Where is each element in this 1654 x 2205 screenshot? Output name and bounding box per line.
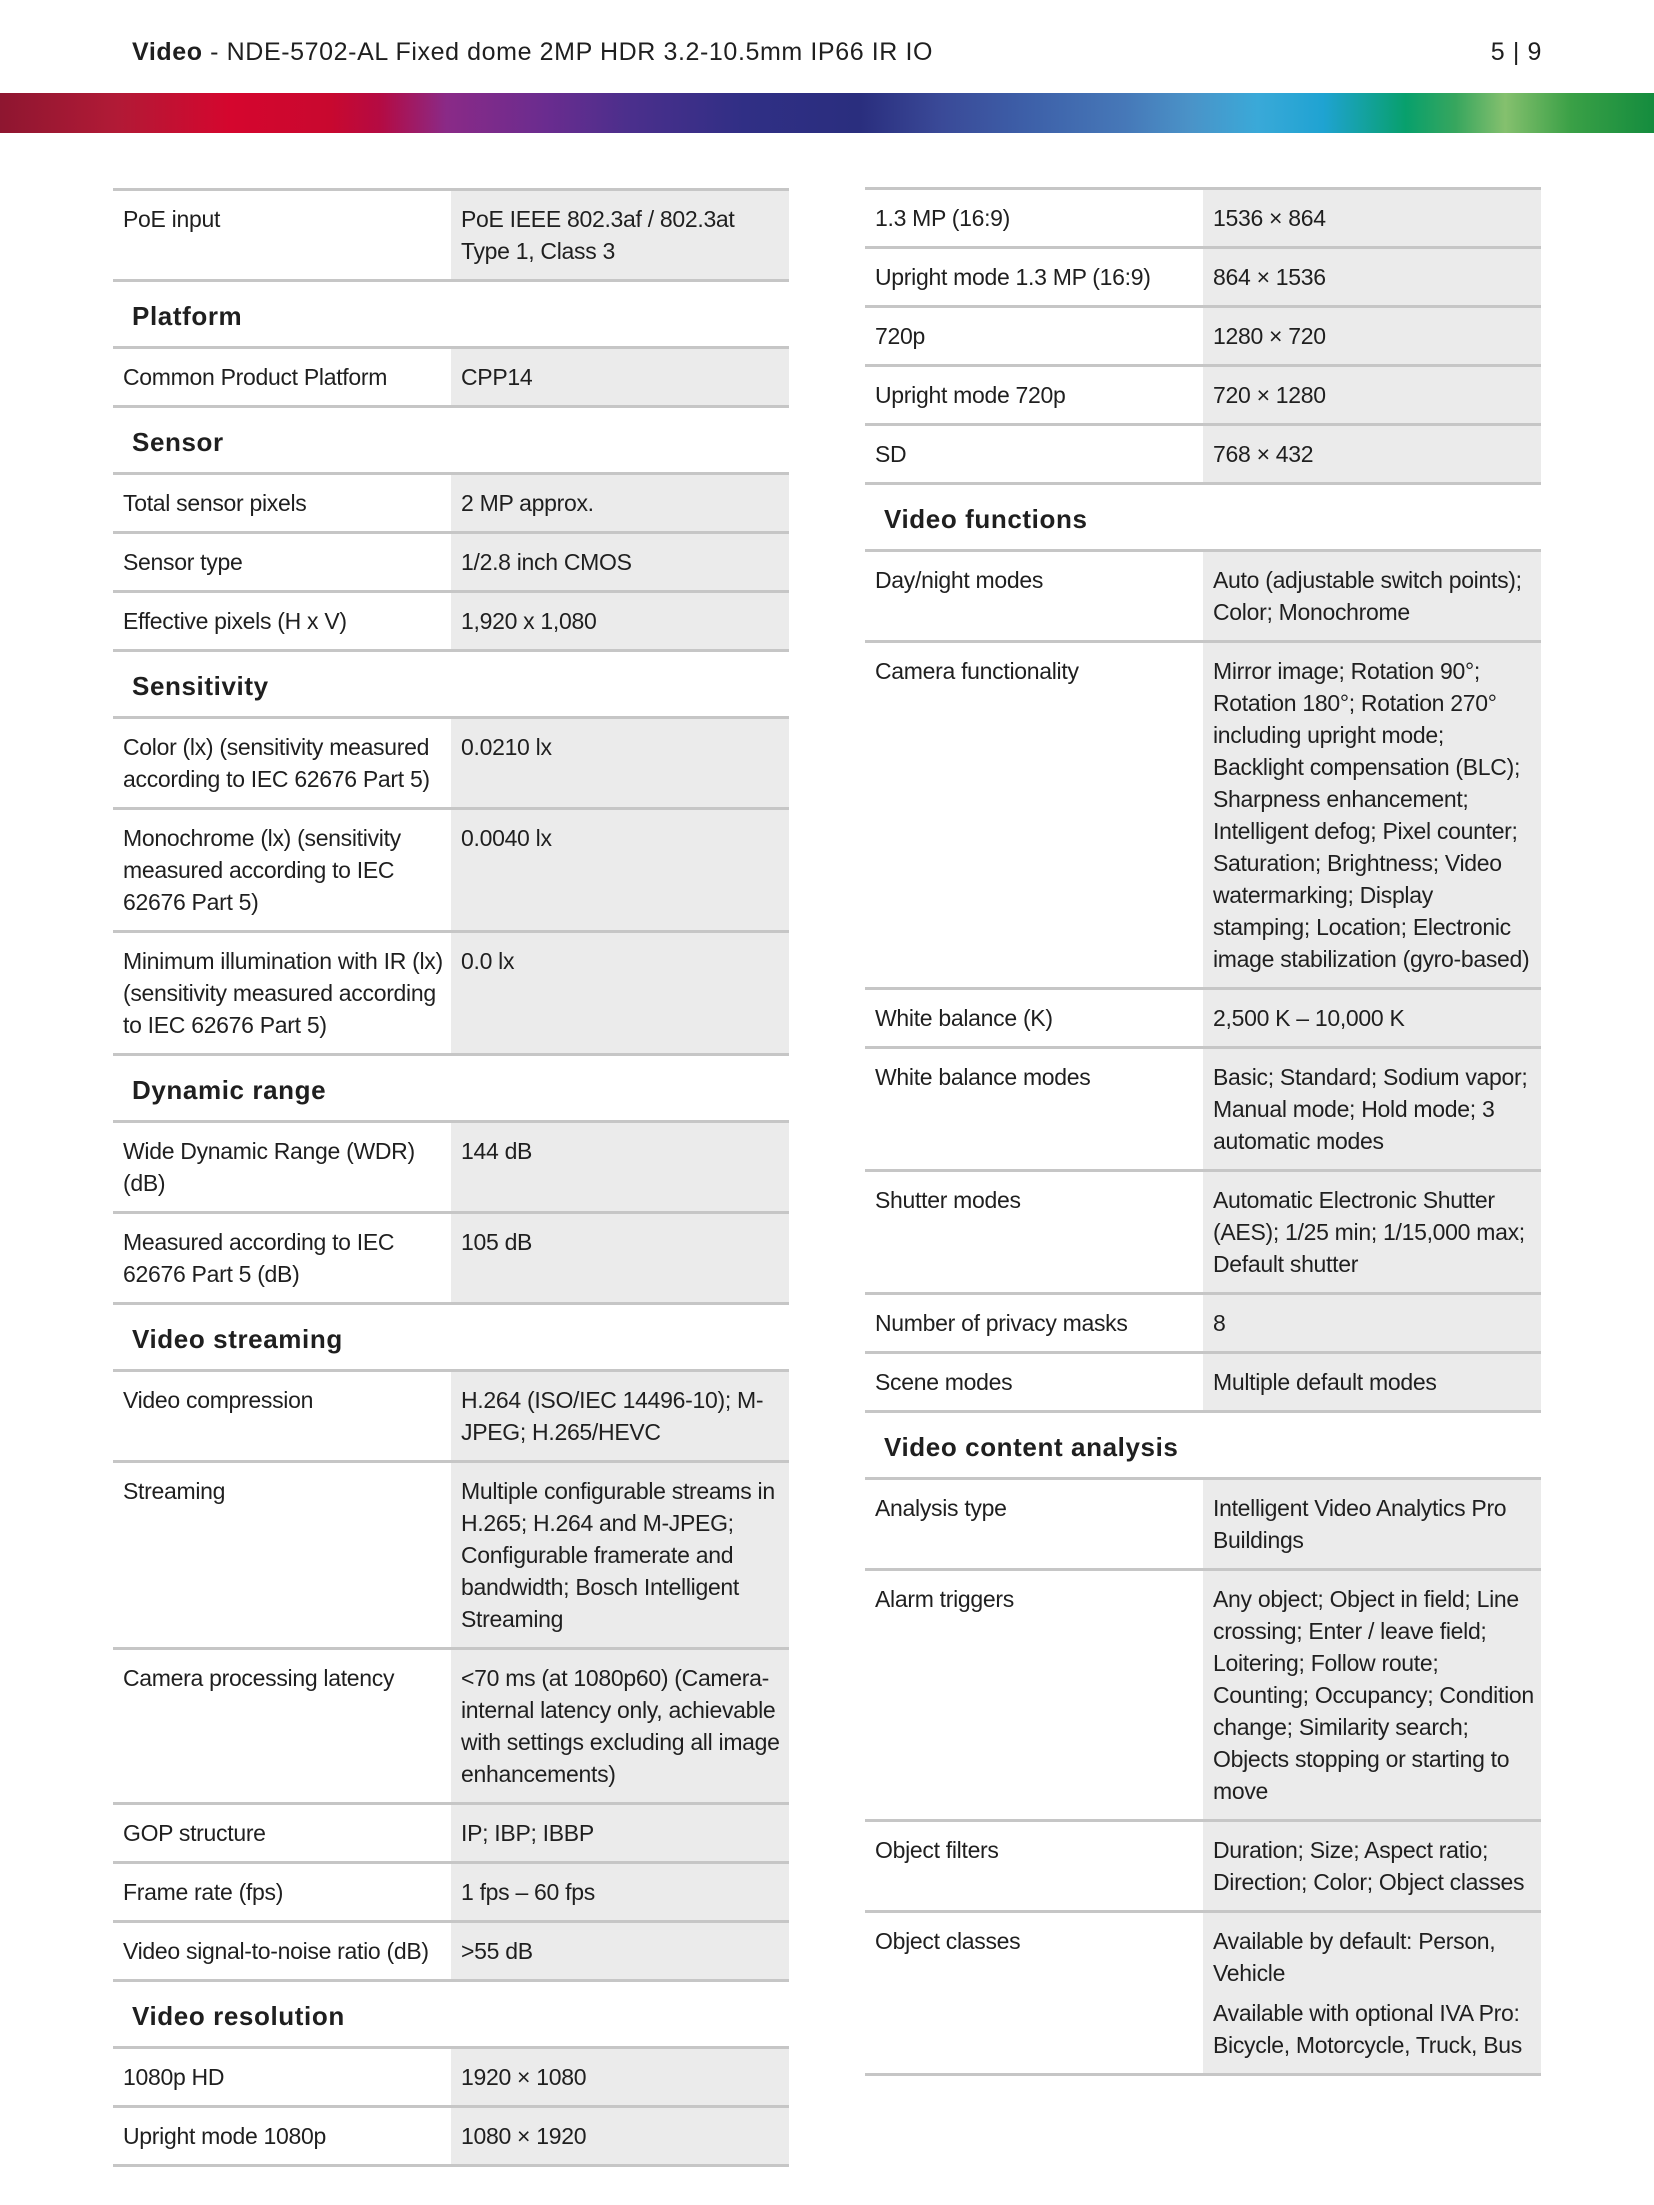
spec-value: 720 × 1280 bbox=[1203, 367, 1541, 423]
spec-value: IP; IBP; IBBP bbox=[451, 1805, 789, 1861]
table-end-rule bbox=[865, 2073, 1541, 2076]
spec-label: GOP structure bbox=[113, 1805, 451, 1861]
spec-value bbox=[1203, 1913, 1541, 2073]
spec-value: 105 dB bbox=[451, 1214, 789, 1302]
spec-value: 1280 × 720 bbox=[1203, 308, 1541, 364]
spec-value: 2,500 K – 10,000 K bbox=[1203, 990, 1541, 1046]
spec-row bbox=[113, 716, 789, 807]
spec-row bbox=[865, 423, 1541, 482]
spec-row bbox=[865, 246, 1541, 305]
spec-label: Analysis type bbox=[865, 1480, 1203, 1568]
spec-label: Upright mode 1080p bbox=[113, 2108, 451, 2164]
spec-value: 8 bbox=[1203, 1295, 1541, 1351]
spec-label: Object classes bbox=[865, 1913, 1203, 2073]
spec-value: Basic; Standard; Sodium vapor; Manual mode; Hold mode; 3 automatic modes bbox=[1203, 1049, 1541, 1169]
spec-value: PoE IEEE 802.3af / 802.3at Type 1, Class 3 bbox=[451, 191, 789, 279]
spec-row bbox=[113, 531, 789, 590]
spec-value: Multiple default modes bbox=[1203, 1354, 1541, 1410]
spec-value: 1920 × 1080 bbox=[451, 2049, 789, 2105]
spec-row bbox=[113, 930, 789, 1053]
spec-row bbox=[113, 1802, 789, 1861]
spec-value: 0.0 lx bbox=[451, 933, 789, 1053]
spec-value: 1/2.8 inch CMOS bbox=[451, 534, 789, 590]
table-end-rule bbox=[113, 2164, 789, 2167]
spec-column-left bbox=[113, 188, 789, 2167]
spec-label: Day/night modes bbox=[865, 552, 1203, 640]
spec-value: 768 × 432 bbox=[1203, 426, 1541, 482]
spec-label: Sensor type bbox=[113, 534, 451, 590]
spec-label: Video signal-to-noise ratio (dB) bbox=[113, 1923, 451, 1979]
spec-row bbox=[113, 1120, 789, 1211]
spec-label: 720p bbox=[865, 308, 1203, 364]
spec-value: 0.0210 lx bbox=[451, 719, 789, 807]
spec-row bbox=[865, 305, 1541, 364]
spec-value: 2 MP approx. bbox=[451, 475, 789, 531]
spec-row bbox=[865, 1568, 1541, 1819]
spec-value: 0.0040 lx bbox=[451, 810, 789, 930]
spec-label: Streaming bbox=[113, 1463, 451, 1647]
spec-value: Automatic Electronic Shutter (AES); 1/25 min; 1/15,000 max; Default shutter bbox=[1203, 1172, 1541, 1292]
spec-value: Intelligent Video Analytics Pro Buildings bbox=[1203, 1480, 1541, 1568]
section-heading-platform: Platform bbox=[113, 279, 789, 346]
spec-row bbox=[865, 1169, 1541, 1292]
spec-row bbox=[865, 187, 1541, 246]
spec-row bbox=[113, 590, 789, 649]
spec-row bbox=[113, 1211, 789, 1302]
spec-row bbox=[865, 364, 1541, 423]
spec-label: Number of privacy masks bbox=[865, 1295, 1203, 1351]
section-heading-video-streaming: Video streaming bbox=[113, 1302, 789, 1369]
document-title-category: Video bbox=[132, 38, 203, 66]
spec-row bbox=[113, 472, 789, 531]
spec-label: White balance (K) bbox=[865, 990, 1203, 1046]
page-number: 5 | 9 bbox=[1490, 38, 1542, 66]
section-heading-video-content-analysis: Video content analysis bbox=[865, 1410, 1541, 1477]
spec-row bbox=[113, 1861, 789, 1920]
spec-value: Auto (adjustable switch points); Color; Monochrome bbox=[1203, 552, 1541, 640]
spec-label: Monochrome (lx) (sensitivity measured according to IEC 62676 Part 5) bbox=[113, 810, 451, 930]
spec-label: Measured according to IEC 62676 Part 5 (dB) bbox=[113, 1214, 451, 1302]
spec-label: Camera functionality bbox=[865, 643, 1203, 987]
spec-value: H.264 (ISO/IEC 14496-10); M-JPEG; H.265/HEVC bbox=[451, 1372, 789, 1460]
spec-value: 1080 × 1920 bbox=[451, 2108, 789, 2164]
spec-label: Common Product Platform bbox=[113, 349, 451, 405]
spec-row bbox=[113, 2046, 789, 2105]
spec-row bbox=[113, 1369, 789, 1460]
section-heading-sensitivity: Sensitivity bbox=[113, 649, 789, 716]
spec-label: Upright mode 1.3 MP (16:9) bbox=[865, 249, 1203, 305]
spec-label: Scene modes bbox=[865, 1354, 1203, 1410]
spec-value: 864 × 1536 bbox=[1203, 249, 1541, 305]
spec-label: Total sensor pixels bbox=[113, 475, 451, 531]
spec-value: 144 dB bbox=[451, 1123, 789, 1211]
spec-label: 1.3 MP (16:9) bbox=[865, 190, 1203, 246]
spec-value: CPP14 bbox=[451, 349, 789, 405]
spec-value: 1536 × 864 bbox=[1203, 190, 1541, 246]
spec-value: <70 ms (at 1080p60) (Camera-internal latency only, achievable with settings excluding all image enhancements) bbox=[451, 1650, 789, 1802]
spec-row bbox=[865, 1477, 1541, 1568]
spec-label: White balance modes bbox=[865, 1049, 1203, 1169]
spec-label: Shutter modes bbox=[865, 1172, 1203, 1292]
spec-row bbox=[865, 549, 1541, 640]
spec-label: Upright mode 720p bbox=[865, 367, 1203, 423]
spec-row bbox=[113, 1920, 789, 1979]
spec-label: Effective pixels (H x V) bbox=[113, 593, 451, 649]
spec-label: 1080p HD bbox=[113, 2049, 451, 2105]
spec-label: Frame rate (fps) bbox=[113, 1864, 451, 1920]
page-header bbox=[132, 34, 1542, 74]
spec-label: Alarm triggers bbox=[865, 1571, 1203, 1819]
spec-label: PoE input bbox=[113, 191, 451, 279]
spec-value: >55 dB bbox=[451, 1923, 789, 1979]
section-heading-sensor: Sensor bbox=[113, 405, 789, 472]
spec-value: Multiple configurable streams in H.265; H.264 and M-JPEG; Configurable framerate and bandwidth; Bosch Intelligent Streaming bbox=[451, 1463, 789, 1647]
spec-value-line: Available by default: Person, Vehicle bbox=[1213, 1928, 1496, 1986]
spec-value-line: Available with optional IVA Pro: Bicycle, Motorcycle, Truck, Bus bbox=[1213, 2000, 1522, 2058]
spec-row bbox=[865, 1046, 1541, 1169]
section-heading-video-functions: Video functions bbox=[865, 482, 1541, 549]
spec-label: Object filters bbox=[865, 1822, 1203, 1910]
document-title bbox=[132, 38, 933, 66]
spec-row bbox=[113, 188, 789, 279]
spec-row bbox=[865, 640, 1541, 987]
spec-value: Duration; Size; Aspect ratio; Direction; Color; Object classes bbox=[1203, 1822, 1541, 1910]
spec-label: Wide Dynamic Range (WDR) (dB) bbox=[113, 1123, 451, 1211]
document-title-product: - NDE-5702-AL Fixed dome 2MP HDR 3.2-10.5mm IP66 IR IO bbox=[202, 38, 934, 66]
section-heading-video-resolution: Video resolution bbox=[113, 1979, 789, 2046]
spec-row bbox=[865, 1292, 1541, 1351]
spec-value: Any object; Object in field; Line crossing; Enter / leave field; Loitering; Follow route; Counting; Occupancy; Condition change; Similarity search; Objects stopping or starting to move bbox=[1203, 1571, 1541, 1819]
brand-color-band bbox=[0, 93, 1654, 133]
section-heading-dynamic-range: Dynamic range bbox=[113, 1053, 789, 1120]
spec-label: Color (lx) (sensitivity measured according to IEC 62676 Part 5) bbox=[113, 719, 451, 807]
spec-row bbox=[113, 346, 789, 405]
spec-column-right bbox=[865, 187, 1541, 2076]
spec-label: SD bbox=[865, 426, 1203, 482]
spec-label: Camera processing latency bbox=[113, 1650, 451, 1802]
spec-row bbox=[113, 807, 789, 930]
spec-value: Mirror image; Rotation 90°; Rotation 180°; Rotation 270° including upright mode; Backlight compensation (BLC); Sharpness enhancement; Intelligent defog; Pixel counter; Saturation; Brightness; Video watermarking; Display stamping; Location; Electronic image stabilization (gyro-based) bbox=[1203, 643, 1541, 987]
spec-row bbox=[865, 987, 1541, 1046]
spec-label: Minimum illumination with IR (lx) (sensitivity measured according to IEC 62676 Part 5) bbox=[113, 933, 451, 1053]
spec-row bbox=[865, 1910, 1541, 2073]
spec-value: 1,920 x 1,080 bbox=[451, 593, 789, 649]
spec-row bbox=[865, 1351, 1541, 1410]
spec-row bbox=[113, 2105, 789, 2164]
spec-value: 1 fps – 60 fps bbox=[451, 1864, 789, 1920]
spec-label: Video compression bbox=[113, 1372, 451, 1460]
spec-row bbox=[113, 1460, 789, 1647]
spec-row bbox=[865, 1819, 1541, 1910]
spec-row bbox=[113, 1647, 789, 1802]
